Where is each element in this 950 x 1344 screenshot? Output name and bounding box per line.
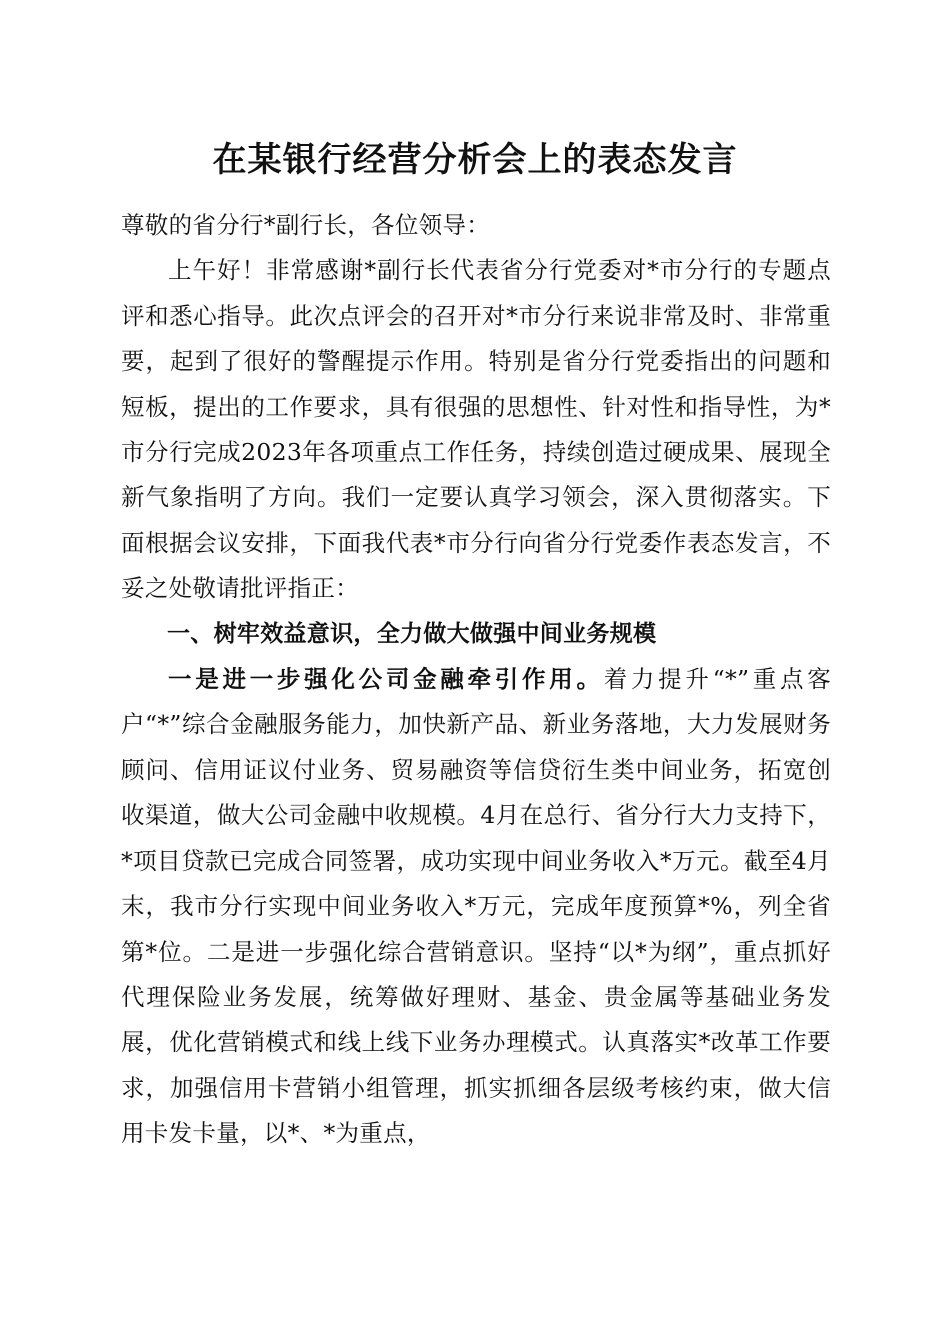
document-title: 在某银行经营分析会上的表态发言 bbox=[212, 140, 738, 180]
salutation: 尊敬的省分行*副行长，各位领导： bbox=[121, 211, 491, 239]
paragraph-section-1 bbox=[121, 657, 831, 1156]
paragraph-opening: 上午好！非常感谢*副行长代表省分行党委对*市分行的专题点评和悉心指导。此次点评会的召开对*市分行来说非常及时、非常重要，起到了很好的警醒提示作用。特别是省分行党委指出的问题和短板，提出的工作要求，具有很强的思想性、针对性和指导性，为*市分行完成2023年各项重点工作任务，持续创造过硬成果、展现全新气象指明了方向。我们一定要认真学习领会，深入贯彻落实。下面根据会议安排，下面我代表*市分行向省分行党委作表态发言，不妥之处敬请批评指正： bbox=[121, 256, 831, 603]
section-1-lead: 一是进一步强化公司金融牵引作用。 bbox=[168, 665, 604, 694]
section-1-text: 着力提升“*”重点客户“*”综合金融服务能力，加快新产品、新业务落地，大力发展财务顾问、信用证议付业务、贸易融资等信贷衍生类中间业务，拓宽创收渠道，做大公司金融中收规模。4月在总行、省分行大力支持下，*项目贷款已完成合同签署，成功实现中间业务收入*万元。截至4月末，我市分行实现中间业务收入*万元，完成年度预算*%，列全省第*位。二是进一步强化综合营销意识。坚持“以*为纲”，重点抓好代理保险业务发展，统筹做好理财、基金、贵金属等基础业务发展，优化营销模式和线上线下业务办理模式。认真落实*改革工作要求，加强信用卡营销小组管理，抓实抓细各层级考核约束，做大信用卡发卡量，以*、*为重点， bbox=[121, 665, 831, 1148]
section-heading-1: 一、树牢效益意识，全力做大做强中间业务规模 bbox=[167, 620, 657, 647]
document-body bbox=[121, 203, 831, 1157]
